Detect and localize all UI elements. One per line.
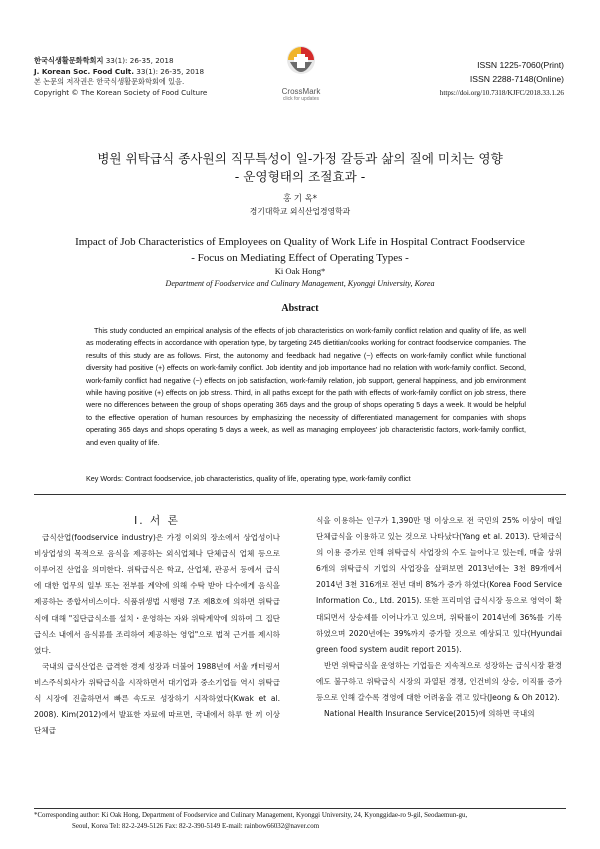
author-korean: 홍 기 옥* (283, 193, 317, 203)
issn-block (440, 58, 564, 100)
volume-ko: 33(1): 26-35, 2018 (105, 56, 174, 65)
doi-link[interactable]: https://doi.org/10.7318/KJFC/2018.33.1.26 (439, 89, 564, 97)
paragraph: National Health Insurance Service(2015)에 의하면 국내의 (324, 709, 535, 719)
crossmark-label: CrossMark (281, 87, 321, 96)
issn-print: ISSN 1225-7060(Print) (477, 60, 564, 70)
title-korean (0, 150, 600, 186)
title-en-line1: Impact of Job Characteristics of Employees on Quality of Work Life in Hospital Contract Foodservice (75, 236, 525, 248)
crossmark-badge[interactable] (272, 44, 330, 102)
corresponding-author-footnote (34, 811, 566, 832)
author-english: Ki Oak Hong* (274, 266, 326, 276)
section-heading-intro: Ⅰ. 서 론 (134, 515, 180, 527)
paragraph: 반면 위탁급식을 운영하는 기업들은 지속적으로 성장하는 급식시장 환경에도 불구하고 위탁급식 시장의 과열된 경쟁, 인건비의 상승, 이직률 증가 등으로 인해 갈수록 경영에 대한 어려움을 겪고 있다(Jeong & Oh 2012). (316, 660, 562, 703)
journal-name-ko: 한국식생활문화학회지 (34, 56, 104, 65)
copyright-en: Copyright © The Korean Society of Food Culture (34, 87, 208, 97)
title-english (0, 234, 600, 266)
abstract-divider (34, 494, 566, 495)
footnote-line1: *Corresponding author: Ki Oak Hong, Department of Foodservice and Culinary Management, Kyonggi University, 24, Kyonggidae-ro 9-gil, Seodaemun-gu, (34, 812, 468, 819)
paragraph: 식을 이용하는 인구가 1,390만 명 이상으로 전 국민의 25% 이상이 매일 단체급식을 이용하고 있는 것으로 나타났다(Yang et al. 2013). 단체급식의 이용 증가로 인해 위탁급식 사업장의 수도 늘어나고 있는데, 매출 상위 6개의 위탁급식 기업의 사업장을 살펴보면 2013년에는 3천 89개에서 2014년 3천 316개로 전년 대비 8%가 증가 하였다(Korea Food Service Information Co., Ltd. 2015). 또한 프리미엄 급식시장 등으로 영역이 확대되면서 상승세를 이어나가고 있으며, 위탁률이 2014년에 36%를 기록하였으며 2020년에는 39%까지 증가할 것으로 예상되고 있다(Hyundai green food system audit report 2015). (316, 516, 562, 654)
crossmark-icon (284, 44, 318, 82)
affiliation-english: Department of Foodservice and Culinary Management, Kyonggi University, Korea (165, 279, 435, 288)
copyright-ko: 본 논문의 저작권은 한국식생활문화학회에 있음. (34, 77, 185, 86)
paragraph: 국내의 급식산업은 급격한 경제 성장과 더불어 1988년에 서울 캐터링서비스주식회사가 위탁급식을 시작하면서 대기업과 중소기업들 역시 위탁급식 시장에 진출하면서 빠른 속도로 성장하기 시작하였다(Kwak et al. 2008). Kim(2012)에서 발표한 자료에 따르면, 국내에서 하루 한 끼 이상 단체급 (34, 661, 280, 736)
body-column-left (34, 513, 280, 739)
title-ko-line2: - 운영형태의 조절효과 - (234, 169, 366, 184)
body-column-right (316, 513, 562, 722)
journal-name-en: J. Korean Soc. Food Cult. (34, 66, 134, 76)
paragraph: 급식산업(foodservice industry)은 가정 이외의 장소에서 상업성이나 비상업성의 목적으로 음식을 제공하는 외식업체나 단체급식 업체 등으로 이루어진 산업을 의미한다. 위탁급식은 학교, 산업체, 관공서 등에서 급식에 대한 업무의 일부 또는 전부를 계약에 의해 수탁 받아 다수에게 음식을 제공하는 종합서비스이다. 식품위생법 시행령 7조 제8호에 의하면 위탁급식에 대해 "집단급식소를 설치・운영하는 자와 위탁계약에 의하여 그 집단급식소 내에서 음식류를 조리하여 제공하는 영업"으로 법적 근거를 제시하였다. (34, 533, 280, 655)
footnote-divider (34, 808, 566, 809)
issn-online: ISSN 2288-7148(Online) (469, 74, 564, 84)
journal-header (34, 56, 207, 98)
keywords: Key Words: Contract foodservice, job characteristics, quality of life, operating type, work-family conflict (86, 474, 411, 483)
title-en-line2: - Focus on Mediating Effect of Operating Types - (191, 252, 409, 264)
volume-en: 33(1): 26-35, 2018 (136, 66, 205, 76)
affiliation-korean: 경기대학교 외식산업경영학과 (249, 207, 351, 216)
abstract-heading: Abstract (281, 303, 319, 314)
title-ko-line1: 병원 위탁급식 종사원의 직무특성이 일-가정 갈등과 삶의 질에 미치는 영향 (97, 151, 503, 166)
crossmark-sub: click for updates (282, 96, 320, 102)
footnote-line2: Seoul, Korea Tel: 82-2-249-5126 Fax: 82-2-390-5149 E-mail: rainbow66032@naver.com (72, 822, 320, 830)
abstract-text: This study conducted an empirical analysis of the effects of job characteristics on work-family conflict relation and quality of life, as well as moderating effects in accordance with operation type, by targeting 245 dietitian/cooks working for contract foodservice companies. The results of this study are as follows. First, the autonomy and feedback had negative (−) effects on work-family conflict while functional diversity had positive (+) effects on work-family conflict. Job identity and job importance had no relation with work-family conflict. Second, work-family conflict had negative (−) effects on job satisfaction, work-family relation, job support, general happiness, and job environment while having positive (+) effects on job stress. Third, in all paths except for the path with effects of work-family conflict on job stress, there were no differences between the group of shops operating 365 days and the group of shops operating 5 days a week. It would be helpful to the effective operation of human resources by emphasizing the necessity of differentiated management for companies with shops operating 365 days and shops operating 5 days a week, as well as managing employees' job characteristic factors, work-family conflict, and even quality of life. (86, 326, 526, 447)
